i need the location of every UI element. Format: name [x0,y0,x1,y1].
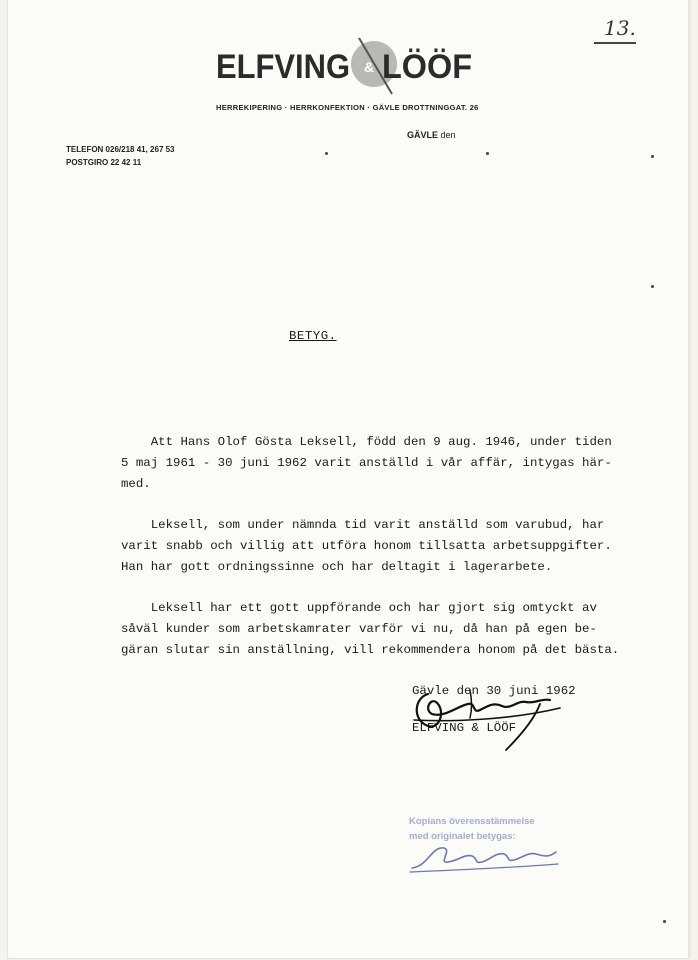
guide-dot [663,920,666,923]
place-label: GÄVLE [407,130,439,140]
guide-dot [486,152,489,155]
guide-dot [651,285,654,288]
logo-name-left: ELFVING [216,48,350,86]
contact-block [66,143,175,169]
company-business-line [216,103,479,112]
postgiro-number: POSTGIRO 22 42 11 [66,158,142,167]
paragraph-employment: Att Hans Olof Gösta Leksell, född den 9 aug. 1946, under tiden 5 maj 1961 - 30 juni 1962 varit anställd i vår affär, intygas här- med. [121,435,612,491]
company-logo [214,36,476,96]
logo-ampersand: & [364,59,375,75]
paragraph-duties: Leksell, som under nämnda tid varit anställd som varubud, har varit snabb och villig att utföra honom tillsatta arbetsuppgifter. Han har gott ordningssinne och har deltagit i lagerarbete. [121,518,612,574]
guide-dot [325,152,328,155]
stamp-line-1: Kopians överensstämmelse [409,816,535,827]
logo-name-right: LÖÖF [382,48,472,86]
page-number-underline [594,42,636,44]
handwritten-signature [410,680,570,754]
telephone-numbers: TELEFON 026/218 41, 267 53 [66,145,175,154]
guide-dot [651,155,654,158]
place-date-field [407,130,456,140]
stamp-line-2: med originalet betygas: [409,831,516,842]
document-title: BETYG. [289,329,337,343]
stamp-signature [408,838,560,874]
paragraph-recommendation: Leksell har ett gott uppförande och har gjort sig omtyckt av såväl kunder som arbetskamrater varför vi nu, då han på egen be- gäran slutar sin anställning, vill rekommendera honom på det bästa. [121,601,620,657]
date-prefix: den [440,130,456,140]
signoff-company: ELFVING & LÖÖF [412,721,517,735]
street-address: DROTTNINGGAT. 26 [402,103,479,112]
signoff-date: Gävle den 30 juni 1962 [412,684,576,698]
business-description: HERREKIPERING · HERRKONFEKTION · GÄVLE [216,103,400,112]
page-number: 13. [604,16,636,40]
